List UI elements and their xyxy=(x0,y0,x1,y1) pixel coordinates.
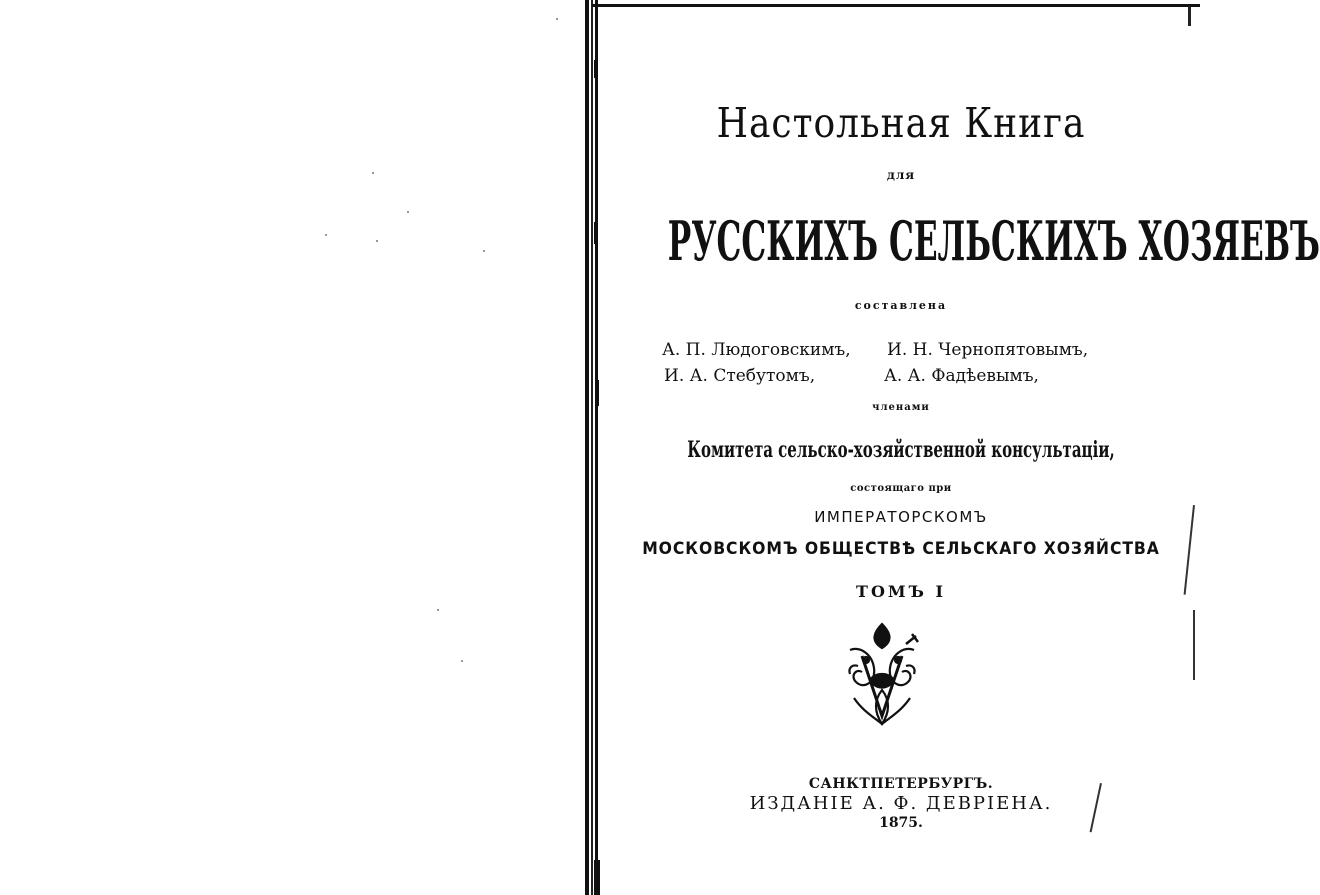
author-name: И. А. Стебутомъ, xyxy=(664,366,816,386)
author-name: А. П. Людоговскимъ, xyxy=(662,340,851,360)
author-name: А. А. Фадѣевымъ, xyxy=(884,366,1039,386)
consisting-label: состоящаго при xyxy=(850,483,952,494)
title-page xyxy=(602,0,1320,895)
title-connector: для xyxy=(886,168,916,182)
paper-speck xyxy=(556,18,558,20)
paper-speck xyxy=(372,172,374,174)
author-name: И. Н. Чернопятовымъ, xyxy=(887,340,1089,360)
spine-notch xyxy=(596,380,599,406)
compiled-by-label: составлена xyxy=(854,299,948,312)
paper-speck xyxy=(483,250,485,252)
committee-name: Комитета сельско-хозяйственной консультаціи, xyxy=(687,436,1115,463)
paper-speck xyxy=(325,234,327,236)
publication-city: САНКТПЕТЕРБУРГЪ. xyxy=(808,776,994,792)
society-name: МОСКОВСКОМЪ ОБЩЕСТВѢ СЕЛЬСКАГО ХОЗЯЙСТВА xyxy=(642,539,1160,559)
spine-notch xyxy=(594,60,598,78)
members-label: членами xyxy=(872,402,930,413)
publisher-name: ИЗДАНІЕ А. Ф. ДЕВРІЕНА. xyxy=(749,793,1053,814)
imperial-label: ИМПЕРАТОРСКОМЪ xyxy=(814,508,988,526)
volume-label: ТОМЪ I xyxy=(856,582,946,601)
paper-speck xyxy=(376,240,378,242)
authors-block xyxy=(662,340,1132,400)
book-subject-heading: РУССКИХЪ СЕЛЬСКИХЪ ХОЗЯЕВЪ xyxy=(667,210,1320,274)
book-title: Настольная Книга xyxy=(716,100,1086,148)
spine-notch xyxy=(594,860,600,895)
left-blank-page xyxy=(0,0,584,895)
paper-speck xyxy=(437,609,439,611)
book-spine xyxy=(584,0,602,895)
spine-notch xyxy=(594,222,598,244)
publication-year: 1875. xyxy=(879,815,923,831)
paper-speck xyxy=(461,660,463,662)
ornamental-monogram-icon xyxy=(842,620,922,730)
paper-speck xyxy=(407,211,409,213)
